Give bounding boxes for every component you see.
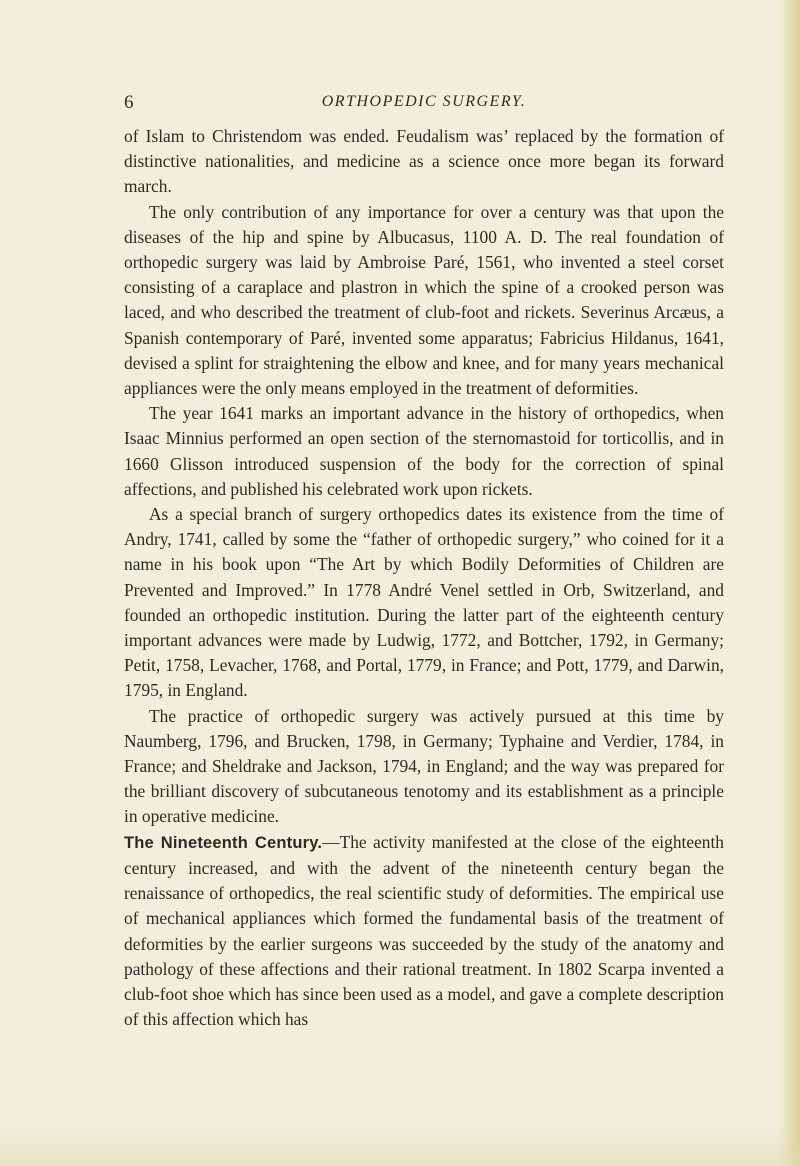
paragraph-2	[124, 200, 724, 402]
page-number: 6	[124, 92, 134, 113]
paragraph-4	[124, 502, 724, 704]
page-edge-shadow	[778, 0, 800, 1166]
page-bottom-shadow	[0, 1126, 800, 1166]
paragraph-text: of Islam to Christendom was ended. Feudalism was’ replaced by the formation of distinctive nationalities, and medicine as a science once more began its forward march.	[124, 126, 724, 197]
paragraph-5	[124, 704, 724, 830]
running-head	[124, 92, 724, 116]
paragraph-text: As a special branch of surgery orthopedics dates its existence from the time of Andry, 1741, called by some the “father of orthopedic surgery,” who coined for it a name in his book upon “The Art by which Bodily Deformities of Children are Prevented and Improved.” In 1778 André Venel settled in Orb, Switzerland, and founded an orthopedic institution. During the latter part of the eighteenth century important advances were made by Ludwig, 1772, and Bottcher, 1792, in Germany; Petit, 1758, Levacher, 1768, and Portal, 1779, in France; and Pott, 1779, and Darwin, 1795, in England.	[124, 504, 724, 701]
paragraph-3	[124, 401, 724, 502]
paragraph-text: The year 1641 marks an important advance in the history of orthopedics, when Isaac Minnius performed an open section of the sternomastoid for torticollis, and in 1660 Glisson introduced suspension of the body for the correction of spinal affections, and published his celebrated work upon rickets.	[124, 403, 724, 499]
paragraph-text: The only contribution of any importance for over a century was that upon the diseases of the hip and spine by Albucasus, 1100 A. D. The real foundation of orthopedic surgery was laid by Ambroise Paré, 1561, who invented a steel corset consisting of a caraplace and plastron in which the spine of a crooked person was laced, and who described the treatment of club-foot and rickets. Severinus Arcæus, a Spanish contemporary of Paré, invented some apparatus; Fabricius Hildanus, 1641, devised a splint for straightening the elbow and knee, and for many years mechanical appliances were the only means employed in the treatment of deformities.	[124, 201, 724, 399]
body-text	[124, 124, 724, 1032]
section-heading: The Nineteenth Century.	[124, 833, 323, 852]
paragraph-text: The practice of orthopedic surgery was actively pursued at this time by Naumberg, 1796, and Brucken, 1798, in Germany; Typhaine and Verdier, 1784, in France; and Sheldrake and Jackson, 1794, in England; and the way was prepared for the brilliant discovery of subcutaneous tenotomy and its establishment as a principle in operative medicine.	[124, 705, 724, 827]
paragraph-6	[124, 830, 724, 1033]
paragraph-1	[124, 124, 724, 200]
paragraph-text: —The activity manifested at the close of the eighteenth century increased, and with the advent of the nineteenth century began the renaissance of orthopedics, the real scientific study of deformities. The empirical use of mechanical appliances which formed the fundamental basis of the treatment of deformities by the earlier surgeons was succeeded by the study of the anatomy and pathology of these affections and their rational treatment. In 1802 Scarpa invented a club-foot shoe which has since been used as a model, and gave a complete description of this affection which has	[124, 831, 725, 1030]
running-title: ORTHOPEDIC SURGERY.	[321, 93, 527, 110]
